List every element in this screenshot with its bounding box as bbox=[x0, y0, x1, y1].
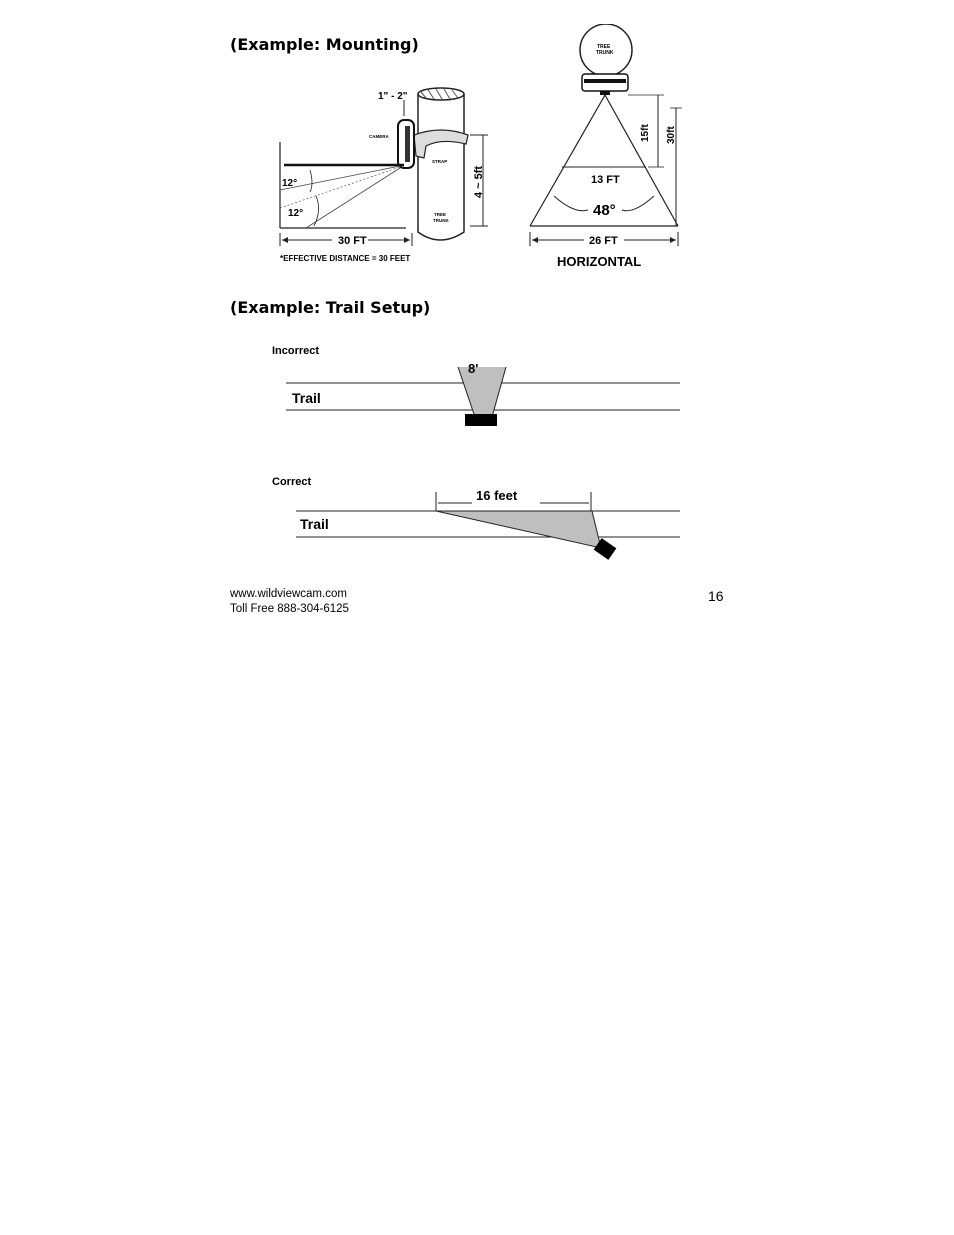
height-label: 4 ~ 5ft bbox=[473, 165, 485, 198]
width-arrow-left bbox=[532, 237, 538, 243]
correct-width-label: 16 feet bbox=[476, 488, 518, 503]
heading-mounting: (Example: Mounting) bbox=[230, 35, 419, 54]
angle-label: 48° bbox=[593, 202, 616, 219]
trunk-label-1: TREE bbox=[434, 212, 447, 217]
heading-trail-setup: (Example: Trail Setup) bbox=[230, 298, 431, 317]
ray-lower bbox=[306, 168, 400, 228]
angle-arc-right bbox=[622, 196, 654, 211]
cone-right bbox=[605, 95, 678, 226]
trunk-label-2: TRUNK bbox=[433, 218, 449, 223]
mid-width-label: 13 FT bbox=[591, 174, 620, 186]
incorrect-trail-label: Trail bbox=[292, 390, 321, 406]
top-trunk-label-1: TREE bbox=[597, 44, 611, 50]
top-trunk-label-2: TRUNK bbox=[596, 50, 614, 56]
strap-shape bbox=[414, 130, 468, 158]
dim-30-label: 30ft bbox=[666, 126, 677, 144]
correct-detection-zone bbox=[436, 511, 601, 548]
mounting-top-diagram bbox=[524, 24, 688, 274]
incorrect-label: Incorrect bbox=[272, 345, 320, 357]
angle-top-label: 12° bbox=[282, 178, 298, 189]
distance-label: 30 FT bbox=[338, 235, 367, 247]
trail-correct-diagram bbox=[268, 470, 688, 565]
camera-label: CAMERA bbox=[369, 134, 389, 139]
ray-middle bbox=[280, 167, 400, 208]
footer bbox=[230, 587, 349, 617]
offset-label: 1" - 2" bbox=[378, 91, 408, 102]
width-arrow-right bbox=[670, 237, 676, 243]
angle-arc-top bbox=[310, 170, 312, 192]
correct-trail-label: Trail bbox=[300, 516, 329, 532]
angle-arc-left bbox=[554, 196, 588, 211]
angle-arc-bottom bbox=[314, 196, 319, 226]
angle-bottom-label: 12° bbox=[288, 208, 304, 219]
footer-phone: Toll Free 888-304-6125 bbox=[230, 603, 349, 615]
effective-distance: *EFFECTIVE DISTANCE = 30 FEET bbox=[280, 254, 411, 263]
dist-arrow-left bbox=[282, 237, 288, 243]
dim-15-label: 15ft bbox=[640, 124, 651, 142]
dist-arrow-right bbox=[404, 237, 410, 243]
top-camera-strap bbox=[584, 79, 626, 83]
incorrect-width-label: 8' bbox=[468, 361, 479, 376]
horizontal-title: HORIZONTAL bbox=[557, 254, 642, 269]
strap-label: STRAP bbox=[432, 159, 448, 164]
incorrect-camera bbox=[465, 414, 497, 426]
footer-url[interactable]: www.wildviewcam.com bbox=[230, 588, 347, 600]
page-number: 16 bbox=[708, 588, 724, 604]
mounting-side-diagram bbox=[276, 80, 502, 270]
ray-upper bbox=[280, 166, 400, 190]
full-width-label: 26 FT bbox=[589, 235, 618, 247]
camera-strip bbox=[405, 126, 410, 162]
trail-incorrect-diagram bbox=[268, 340, 688, 432]
correct-label: Correct bbox=[272, 476, 312, 488]
top-camera-lens bbox=[600, 91, 610, 95]
